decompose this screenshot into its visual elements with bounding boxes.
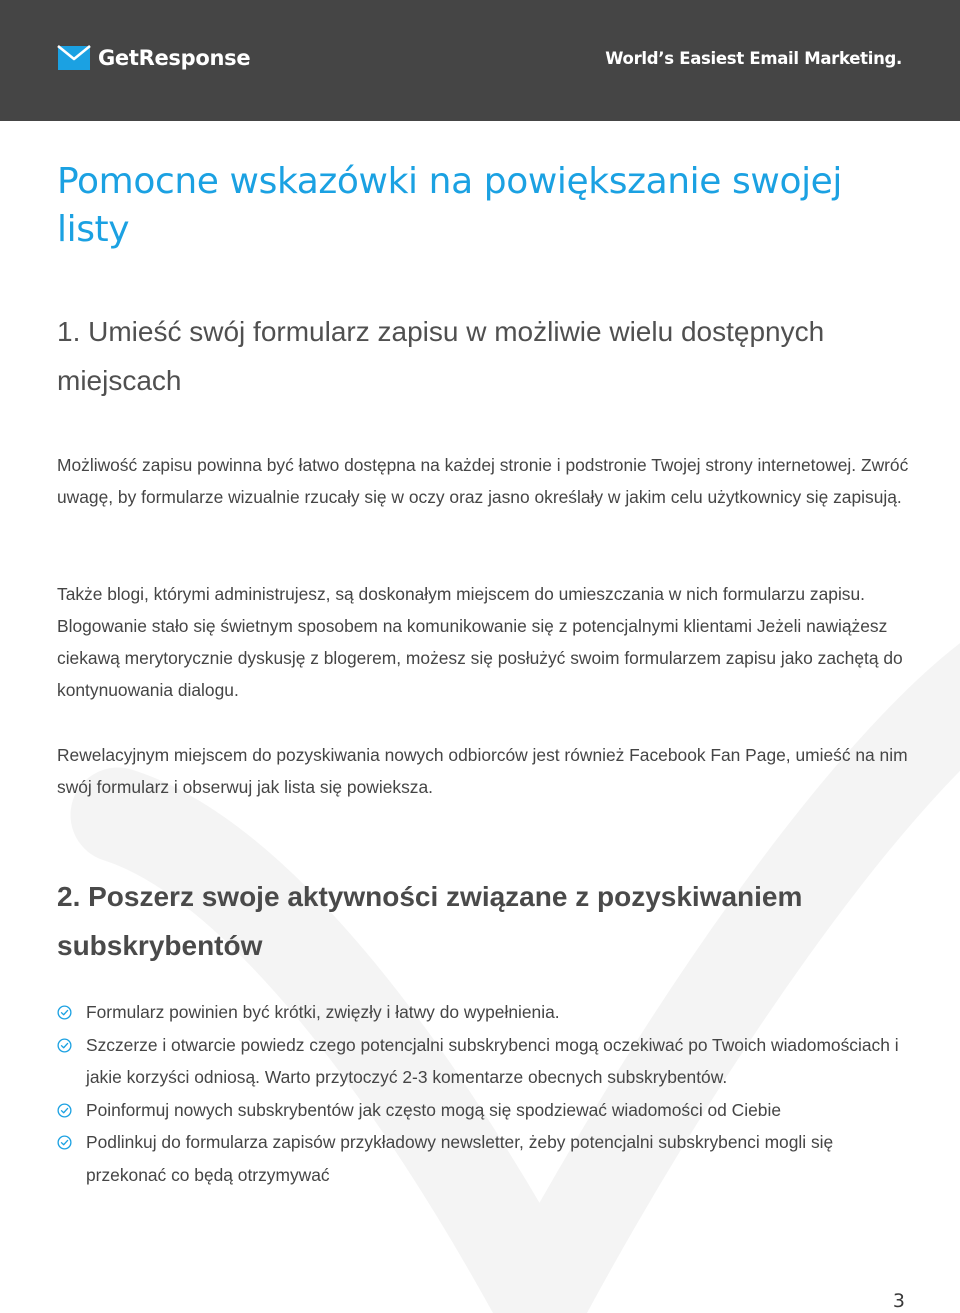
section-1-paragraph-3: Rewelacyjnym miejscem do pozyskiwania nowych odbiorców jest również Facebook Fan Page, umieść na nim swój formularz i obserwuj jak lista się powieksza. (57, 745, 908, 797)
section-1-paragraph-2: Także blogi, którymi administrujesz, są doskonałym miejscem do umieszczania w nich formularzu zapisu. Blogowanie stało się świetnym sposobem na komunikowanie się z potencjalnymi klientami Jeżeli nawiążesz ciekawą merytorycznie dyskusję z blogerem, możesz się posłużyć swoim formularzem zapisu jako zachętą do kontynuowania dialogu. (57, 584, 903, 700)
check-circle-icon (57, 1005, 72, 1020)
section-1-heading: 1. Umieść swój formularz zapisu w możliwie wielu dostępnych miejscach (57, 316, 825, 396)
getresponse-logo[interactable] (57, 44, 250, 72)
logo-text: GetResponse (98, 46, 251, 70)
checklist-item (57, 1094, 917, 1127)
section-1-paragraph-1: Możliwość zapisu powinna być łatwo dostępna na każdej stronie i podstronie Twojej strony internetowej. Zwróć uwagę, by formularze wizualnie rzucały się w oczy oraz jasno określały w jakim celu użytkownicy się zapisują. (57, 455, 909, 507)
check-circle-icon (57, 1103, 72, 1118)
checklist-item-text: Szczerze i otwarcie powiedz czego potencjalni subskrybenci mogą oczekiwać po Twoich wiadomościach i jakie korzyści odniosą. Warto przytoczyć 2-3 komentarze obecnych subskrybentów. (86, 1034, 899, 1087)
checklist (57, 996, 917, 1191)
page-title: Pomocne wskazówki na powiększanie swojej listy (57, 161, 843, 250)
header-bar (0, 0, 960, 121)
checklist-item (57, 1029, 917, 1094)
check-circle-icon (57, 1135, 72, 1150)
checklist-item-text: Formularz powinien być krótki, zwięzły i łatwy do wypełnienia. (86, 1002, 560, 1022)
page-number: 3 (892, 1290, 905, 1312)
envelope-smile-icon (57, 44, 91, 72)
section-2-heading: 2. Poszerz swoje aktywności związane z pozyskiwaniem subskrybentów (57, 881, 803, 961)
tagline: World’s Easiest Email Marketing. (605, 49, 902, 68)
check-circle-icon (57, 1038, 72, 1053)
checklist-item-text: Podlinkuj do formularza zapisów przykładowy newsletter, żeby potencjalni subskrybenci mogli się przekonać co będą otrzymywać (86, 1132, 834, 1185)
checklist-item-text: Poinformuj nowych subskrybentów jak często mogą się spodziewać wiadomości od Ciebie (86, 1099, 781, 1120)
checklist-item (57, 1126, 917, 1191)
checklist-item (57, 996, 917, 1029)
